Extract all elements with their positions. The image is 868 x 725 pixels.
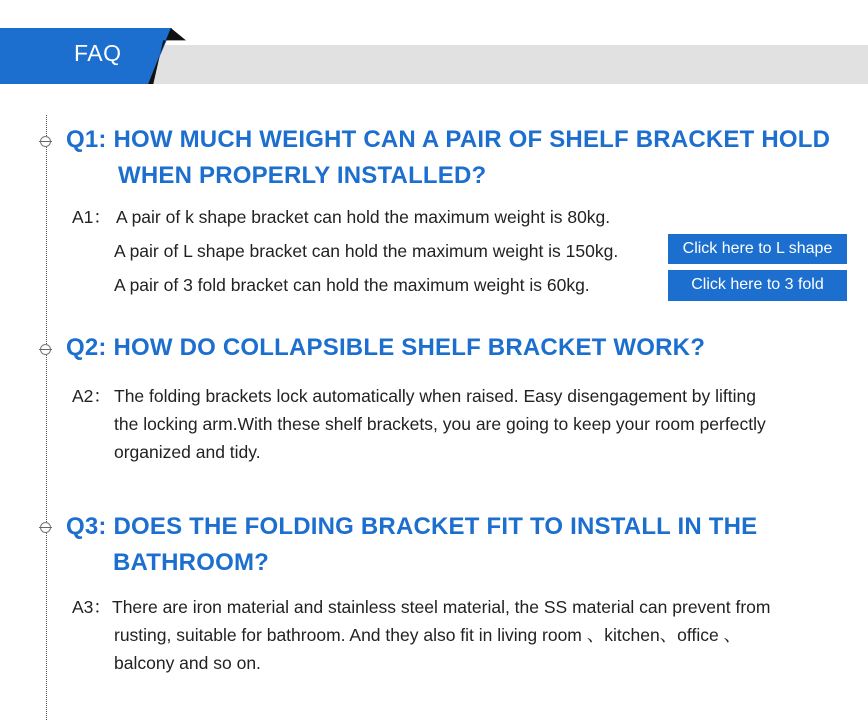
answer-line: A pair of L shape bracket can hold the maximum weight is 150kg. xyxy=(114,241,619,261)
question-3-line-2: BATHROOM? xyxy=(113,549,269,576)
timeline-line xyxy=(46,115,47,720)
answer-prefix: A3： xyxy=(72,597,111,617)
answer-line: There are iron material and stainless steel material, the SS material can prevent from xyxy=(112,597,771,617)
answer-line: balcony and so on. xyxy=(114,653,261,673)
timeline-marker-icon xyxy=(40,522,51,533)
page-title: FAQ xyxy=(74,40,122,66)
question-prefix: Q3: xyxy=(66,513,107,540)
question-3 xyxy=(66,509,757,545)
answer-prefix: A2： xyxy=(72,386,111,406)
question-1-line-2: WHEN PROPERLY INSTALLED? xyxy=(118,162,487,189)
answer-line: organized and tidy. xyxy=(114,442,261,462)
answer-line: A pair of 3 fold bracket can hold the maximum weight is 60kg. xyxy=(114,275,590,295)
answer-line: A pair of k shape bracket can hold the maximum weight is 80kg. xyxy=(116,207,611,227)
question-prefix: Q1: xyxy=(66,126,107,153)
answer-line: The folding brackets lock automatically when raised. Easy disengagement by lifting xyxy=(114,386,757,406)
question-prefix: Q2: xyxy=(66,334,107,361)
question-text: HOW DO COLLAPSIBLE SHELF BRACKET WORK? xyxy=(113,334,706,361)
question-2 xyxy=(66,330,705,366)
timeline-marker-icon xyxy=(40,344,51,355)
answer-line: rusting, suitable for bathroom. And they also fit in living room 、kitchen、office 、 xyxy=(114,625,742,645)
timeline-marker-icon xyxy=(40,136,51,147)
question-1 xyxy=(66,122,830,158)
answer-prefix: A1： xyxy=(72,207,111,227)
answer-line: the locking arm.With these shelf brackets, you are going to keep your room perfectly xyxy=(114,414,766,434)
question-text: HOW MUCH WEIGHT CAN A PAIR OF SHELF BRACKET HOLD xyxy=(113,126,831,153)
3-fold-link-button[interactable]: Click here to 3 fold xyxy=(668,270,847,301)
question-text: DOES THE FOLDING BRACKET FIT TO INSTALL IN THE xyxy=(113,513,758,540)
l-shape-link-button[interactable]: Click here to L shape xyxy=(668,234,847,264)
